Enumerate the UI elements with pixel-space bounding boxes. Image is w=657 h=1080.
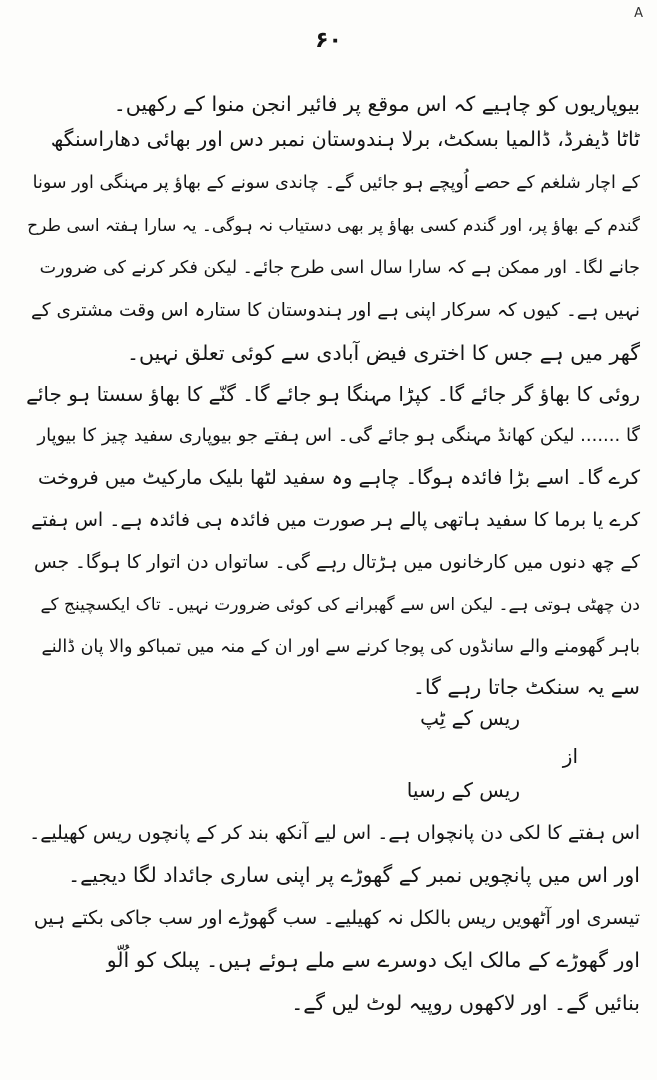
race-line: اس ہفتے کا لکی دن پانچواں ہے۔ اس لیے آنکھ بند کر کے پانچوں ریس کھیلیے۔ [29,822,640,844]
body-line: نہیں ہے۔ کیوں کہ سرکار اپنی ہے اور ہندوستان کا ستارہ اس وقت مشتری کے [30,300,640,321]
body-line: ٹاٹا ڈیفرڈ، ڈالمیا بسکٹ، برلا ہندوستان نمبر دس اور بھائی دھاراسنگھ [50,127,640,151]
race-line: اور اس میں پانچویں نمبر کے گھوڑے پر اپنی ساری جائداد لگا دیجیے۔ [68,863,640,887]
author-name: ریس کے رسیا [406,778,520,802]
body-line: کرے گا۔ اسے بڑا فائدہ ہوگا۔ چاہے وہ سفید لٹھا بلیک مارکیٹ میں فروخت [38,466,640,489]
body-line: کرے یا برما کا سفید ہاتھی پالے ہر صورت میں فائدہ ہی فائدہ ہے۔ اس ہفتے [31,509,640,531]
race-line: اور گھوڑے کے مالک ایک دوسرے سے ملے ہوئے ہیں۔ پبلک کو اُلّو [106,948,640,972]
race-line: بنائیں گے۔ اور لاکھوں روپیہ لوٹ لیں گے۔ [291,991,640,1015]
section-title: ریس کے ٹِپ [420,706,520,730]
body-line: باہر گھومنے والے سانڈوں کی پوجا کرنے سے اور ان کے منہ میں تمباکو والا پان ڈالنے [41,637,640,657]
body-line: کے اچار شلغم کے حصے اُوپچے ہو جائیں گے۔ چاندی سونے کے بھاؤ پر مہنگی اور سونا [32,173,640,193]
page-number: ۶۰ [315,28,342,53]
from-label: از [562,744,578,768]
body-line: روئی کا بھاؤ گر جائے گا۔ کپڑا مہنگا ہو جائے گا۔ گنّے کا بھاؤ سستا ہو جائے [26,382,640,406]
body-line: دن چھٹی ہوتی ہے۔ لیکن اس سے گھبرانے کی کوئی ضرورت نہیں۔ تاک ایکسچینج کے [40,595,640,615]
body-line: سے یہ سنکٹ جاتا رہے گا۔ [412,675,640,699]
body-line: بیوپاریوں کو چاہیے کہ اس موقع پر فائیر انجن منوا کے رکھیں۔ [113,92,640,116]
body-line: گندم کے بھاؤ پر، اور گندم کسی بھاؤ پر بھی دستیاب نہ ہوگی۔ یہ سارا ہفتہ اسی طرح [27,216,640,236]
body-line: گا ....... لیکن کھانڈ مہنگی ہو جائے گی۔ اس ہفتے جو بیوپاری سفید چیز کا بیوپار [37,425,640,446]
body-line: جانے لگا۔ اور ممکن ہے کہ سارا سال اسی طرح جائے۔ لیکن فکر کرنے کی ضرورت [39,258,640,278]
page-edge-mark: A [634,6,643,21]
body-line: کے چھ دنوں میں کارخانوں میں ہڑتال رہے گی۔ ساتواں دن اتوار کا ہوگا۔ جس [34,552,640,573]
race-line: تیسری اور آٹھویں ریس بالکل نہ کھیلیے۔ سب گھوڑے اور سب جاکی بکتے ہیں [33,907,640,929]
body-line: گھر میں ہے جس کا اختری فیض آبادی سے کوئی تعلق نہیں۔ [127,341,640,365]
